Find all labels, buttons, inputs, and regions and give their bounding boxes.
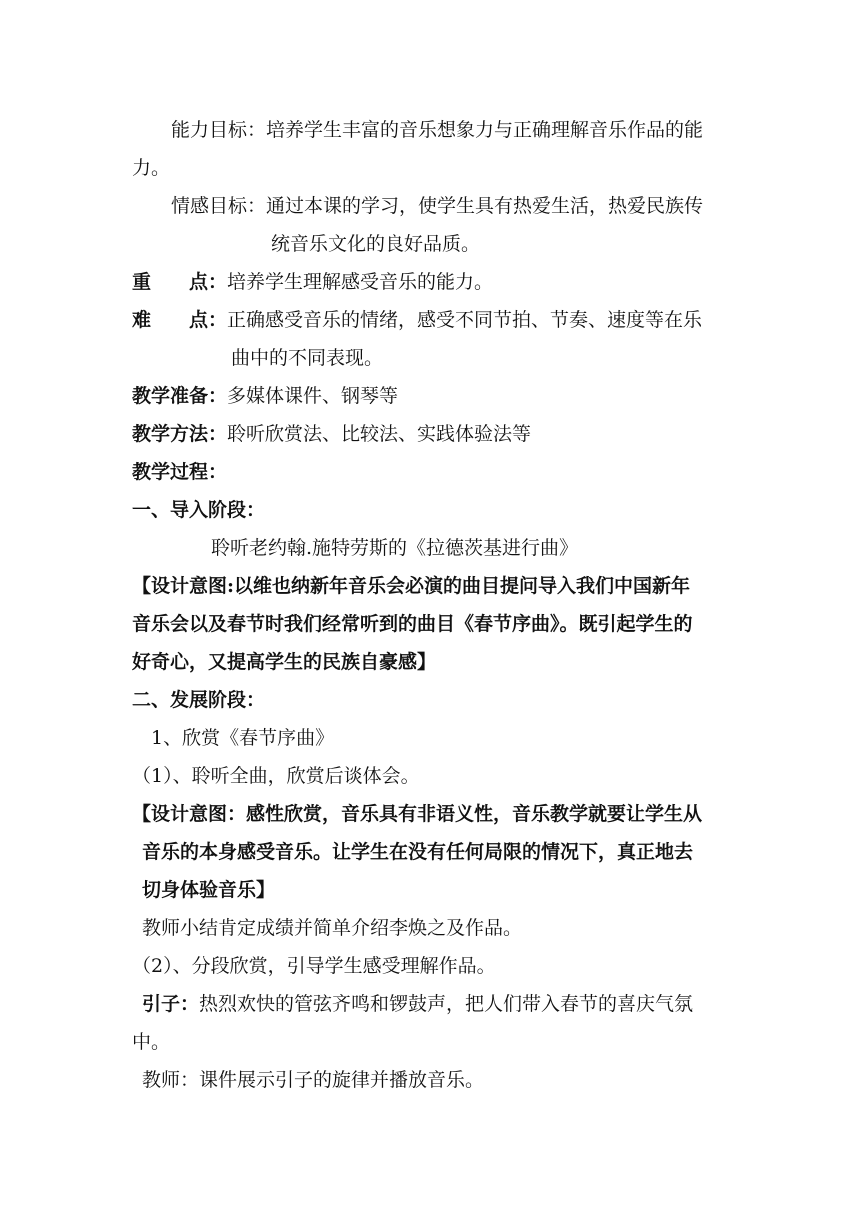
preparation-text: 多媒体课件、钢琴等 [227, 385, 399, 407]
process-heading: 教学过程： [132, 461, 228, 483]
appreciation-item: 1、欣赏《春节序曲》 [151, 727, 335, 749]
intro-part-line [142, 992, 693, 1016]
design-intent-2-line-1: 【设计意图：感性欣赏，音乐具有非语义性，音乐教学就要让学生从 [132, 803, 703, 825]
design-intent-1-line-2: 音乐会以及春节时我们经常听到的曲目《春节序曲》。既引起学生的 [132, 613, 693, 635]
ability-goal-continuation: 力。 [132, 157, 171, 179]
design-intent-1-line-1: 【设计意图:以维也纳新年音乐会必演的曲目提问导入我们中国新年 [132, 575, 691, 597]
emotion-goal-continuation: 统音乐文化的良好品质。 [271, 233, 481, 255]
design-intent-1-line-3: 好奇心，又提高学生的民族自豪感】 [132, 651, 437, 673]
intro-part-label: 引子： [142, 993, 200, 1015]
step-1-line: （1）、聆听全曲，欣赏后谈体会。 [132, 765, 420, 787]
step-2-line: （2）、分段欣赏，引导学生感受理解作品。 [132, 955, 496, 977]
difficulty-text: 正确感受音乐的情绪，感受不同节拍、节奏、速度等在乐 [227, 309, 703, 331]
intro-part-text: 热烈欢快的管弦齐鸣和锣鼓声，把人们带入春节的喜庆气氛 [199, 993, 694, 1015]
design-intent-2-line-2: 音乐的本身感受音乐。让学生在没有任何局限的情况下，真正地去 [142, 841, 694, 863]
intro-part-continuation: 中。 [132, 1031, 171, 1053]
difficulty-continuation: 曲中的不同表现。 [231, 347, 384, 369]
ability-goal-line: 能力目标：培养学生丰富的音乐想象力与正确理解音乐作品的能 [171, 119, 704, 141]
teacher-demo-line: 教师：课件展示引子的旋律并播放音乐。 [142, 1069, 485, 1091]
teacher-summary-line: 教师小结肯定成绩并简单介绍李焕之及作品。 [142, 917, 523, 939]
difficulty-line [132, 308, 702, 332]
section-intro-heading: 一、导入阶段： [132, 499, 266, 521]
difficulty-label: 难 点： [132, 309, 228, 331]
key-point-label: 重 点： [132, 271, 228, 293]
method-line [132, 422, 531, 446]
emotion-goal-line: 情感目标：通过本课的学习，使学生具有热爱生活，热爱民族传 [171, 195, 704, 217]
key-point-text: 培养学生理解感受音乐的能力。 [227, 271, 494, 293]
preparation-label: 教学准备： [132, 385, 228, 407]
listening-line: 聆听老约翰.施特劳斯的《拉德茨基进行曲》 [211, 537, 579, 559]
design-intent-2-line-3: 切身体验音乐】 [142, 879, 276, 901]
method-label: 教学方法： [132, 423, 228, 445]
method-text: 聆听欣赏法、比较法、实践体验法等 [227, 423, 532, 445]
key-point-line [132, 270, 493, 294]
preparation-line [132, 384, 398, 408]
section-development-heading: 二、发展阶段： [132, 689, 266, 711]
